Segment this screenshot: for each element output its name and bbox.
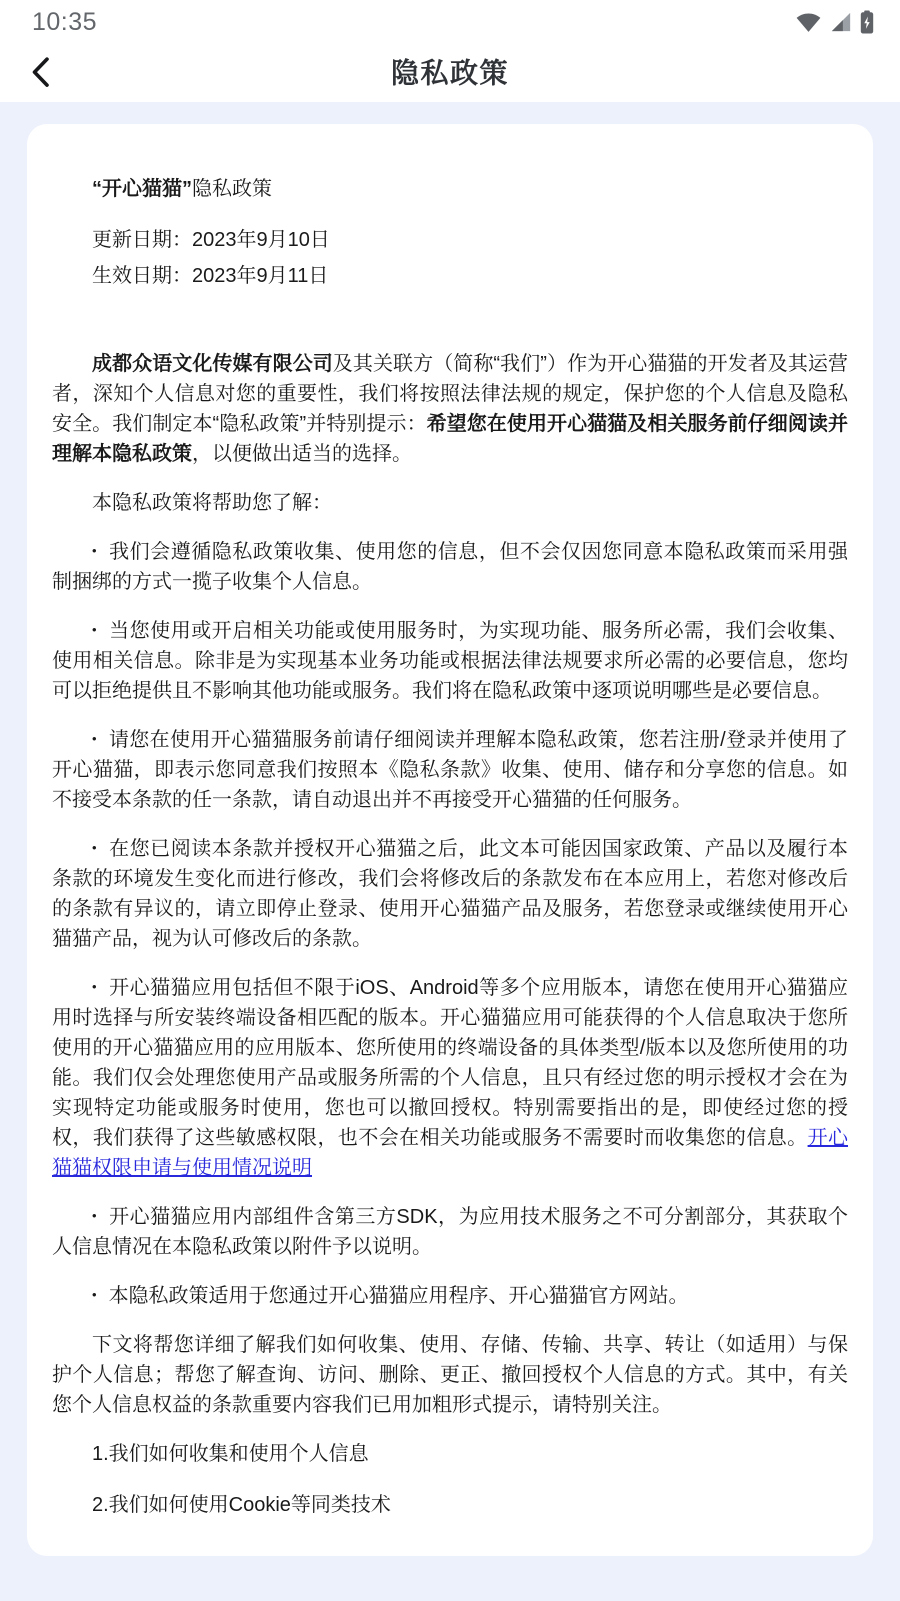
- bullet-item-collect: • 我们会遵循隐私政策收集、使用您的信息，但不会仅因您同意本隐私政策而采用强制捆绑的方式一揽子收集个人信息。: [52, 541, 848, 593]
- bullet-dot-icon: •: [92, 979, 97, 994]
- bullet-item-scope: • 本隐私政策适用于您通过开心猫猫应用程序、开心猫猫官方网站。: [92, 1285, 689, 1307]
- bullet-dot-icon: •: [92, 1287, 97, 1302]
- battery-charging-icon: [860, 10, 874, 34]
- status-bar: [0, 0, 900, 44]
- bullet-item-consent: • 请您在使用开心猫猫服务前请仔细阅读并理解本隐私政策，您若注册/登录并使用了开心猫猫，即表示您同意我们按照本《隐私条款》收集、使用、储存和分享您的信息。如不接受本条款的任一条款，请自动退出并不再接受开心猫猫的任何服务。: [52, 729, 848, 811]
- bullet-dot-icon: •: [92, 1208, 97, 1223]
- date-updated: 更新日期：2023年9月10日: [92, 229, 330, 251]
- app-header: [0, 0, 900, 102]
- permission-usage-link[interactable]: 开心猫猫权限申请与使用情况说明: [52, 1127, 849, 1179]
- date-effective: 生效日期：2023年9月11日: [92, 265, 329, 287]
- policy-card: [27, 124, 873, 1556]
- wifi-icon: [795, 11, 822, 33]
- bullet-dot-icon: •: [92, 731, 97, 746]
- bullet-dot-icon: •: [92, 543, 97, 558]
- page-title: 隐私政策: [390, 57, 509, 89]
- nav-bar: [0, 44, 900, 102]
- clock-text: 10:35: [32, 7, 98, 36]
- bullet-item-necessary: • 当您使用或开启相关功能或使用服务时，为实现功能、服务所必需，我们会收集、使用相关信息。除非是为实现基本业务功能或根据法律法规要求所必需的必要信息，您均可以拒绝提供且不影响其他功能或服务。我们将在隐私政策中逐项说明哪些是必要信息。: [52, 620, 848, 702]
- toc-item-2: 2.我们如何使用Cookie等同类技术: [92, 1494, 391, 1516]
- bullet-dot-icon: •: [92, 622, 97, 637]
- bullet-item-versions: • 开心猫猫应用包括但不限于iOS、Android等多个应用版本，请您在使用开心猫猫应用时选择与所安装终端设备相匹配的版本。开心猫猫应用可能获得的个人信息取决于您所使用的开心猫猫应用的应用版本、您所使用的终端设备的具体类型/版本以及您所使用的功能。我们仅会处理您使用产品或服务所需的个人信息，且只有经过您的明示授权才会在为实现特定功能或服务时使用，您也可以撤回授权。特别需要指出的是，即使经过您的授权，我们获得了这些敏感权限，也不会在相关功能或服务不需要时而收集您的信息。开心猫猫权限申请与使用情况说明: [52, 977, 849, 1179]
- content-scroll[interactable]: [0, 102, 900, 1601]
- bullet-dot-icon: •: [92, 840, 97, 855]
- bullet-item-sdk: • 开心猫猫应用内部组件含第三方SDK，为应用技术服务之不可分割部分，其获取个人信息情况在本隐私政策以附件予以说明。: [52, 1206, 848, 1258]
- intro-paragraph: 成都众语文化传媒有限公司及其关联方（简称“我们”）作为开心猫猫的开发者及其运营者，深知个人信息对您的重要性，我们将按照法律法规的规定，保护您的个人信息及隐私安全。我们制定本“隐私政策”并特别提示：希望您在使用开心猫猫及相关服务前仔细阅读并理解本隐私政策，以便做出适当的选择。: [52, 353, 848, 465]
- cellular-signal-icon: [830, 11, 852, 33]
- help-line: 本隐私政策将帮助您了解：: [92, 492, 332, 514]
- toc-item-1: 1.我们如何收集和使用个人信息: [92, 1443, 369, 1465]
- document-title: “开心猫猫”隐私政策: [92, 178, 272, 200]
- bullet-item-revision: • 在您已阅读本条款并授权开心猫猫之后，此文本可能因国家政策、产品以及履行本条款的环境发生变化而进行修改，我们会将修改后的条款发布在本应用上，若您对修改后的条款有异议的，请立即停止登录、使用开心猫猫产品及服务，若您登录或继续使用开心猫猫产品，视为认可修改后的条款。: [52, 838, 848, 950]
- closing-paragraph: 下文将帮您详细了解我们如何收集、使用、存储、传输、共享、转让（如适用）与保护个人信息；帮您了解查询、访问、删除、更正、撤回授权个人信息的方式。其中，有关您个人信息权益的条款重要内容我们已用加粗形式提示，请特别关注。: [52, 1334, 848, 1416]
- status-icons: [795, 10, 874, 34]
